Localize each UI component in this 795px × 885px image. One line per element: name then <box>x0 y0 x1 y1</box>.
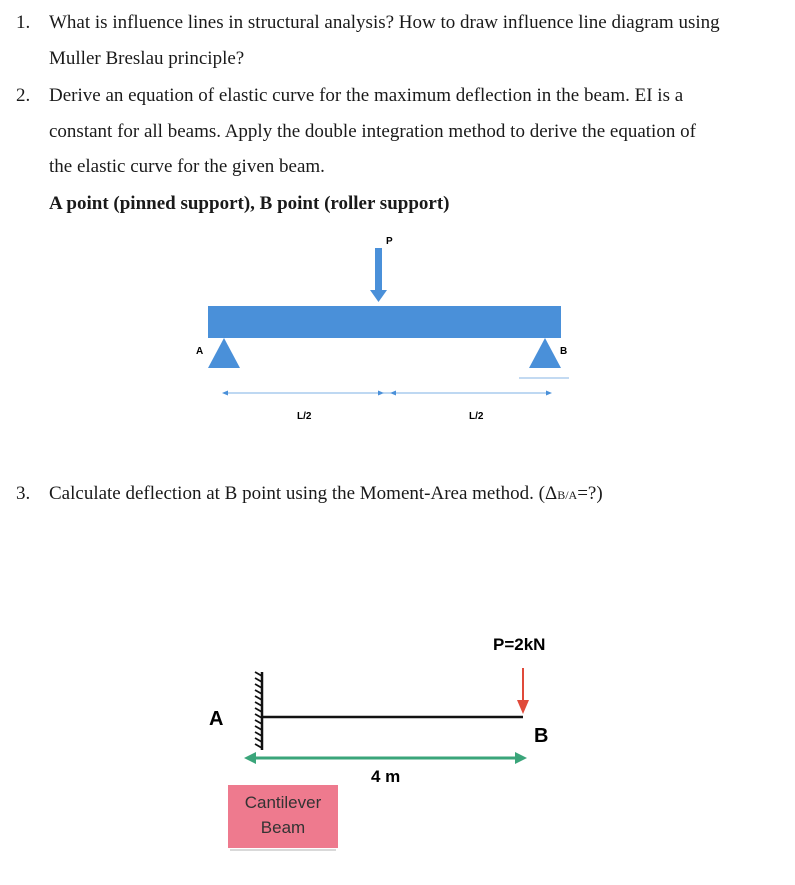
question-2-line-3: the elastic curve for the given beam. <box>49 156 325 177</box>
dim-right-label: L/2 <box>469 411 484 422</box>
length-label: 4 m <box>371 767 401 786</box>
support-a-label-2: A <box>209 708 224 730</box>
dim-left-label: L/2 <box>297 411 312 422</box>
length-dimension-arrow <box>244 752 527 764</box>
question-3-text-before: Calculate deflection at B point using the Moment-Area method. ( <box>49 483 545 504</box>
support-note: A point (pinned support), B point (roller support) <box>49 193 450 214</box>
note-line-1: Cantilever <box>244 793 322 812</box>
question-2-line-2: constant for all beams. Apply the double integration method to derive the equation of <box>49 121 696 142</box>
delta-symbol: Δ <box>544 483 558 504</box>
delta-subscript: B/A <box>557 488 578 502</box>
question-2-line-1: Derive an equation of elastic curve for the maximum deflection in the beam. EI is a <box>49 85 684 106</box>
load-label-2kn: P=2kN <box>493 635 546 654</box>
point-load-arrow-red <box>517 668 529 714</box>
question-3-text-after: =?) <box>577 483 603 504</box>
support-b-label-2: B <box>534 725 549 747</box>
support-b-label: B <box>560 346 568 357</box>
question-1-line-2: Muller Breslau principle? <box>49 48 245 69</box>
support-a-label: A <box>196 346 204 357</box>
question-1-number: 1. <box>16 12 31 33</box>
fixed-support-wall <box>255 672 262 750</box>
question-2-number: 2. <box>16 85 31 106</box>
question-1-line-1: What is influence lines in structural analysis? How to draw influence line diagram using <box>49 12 720 33</box>
question-3-number: 3. <box>16 483 31 504</box>
note-line-2: Beam <box>260 818 306 837</box>
load-label-p: P <box>386 236 393 247</box>
